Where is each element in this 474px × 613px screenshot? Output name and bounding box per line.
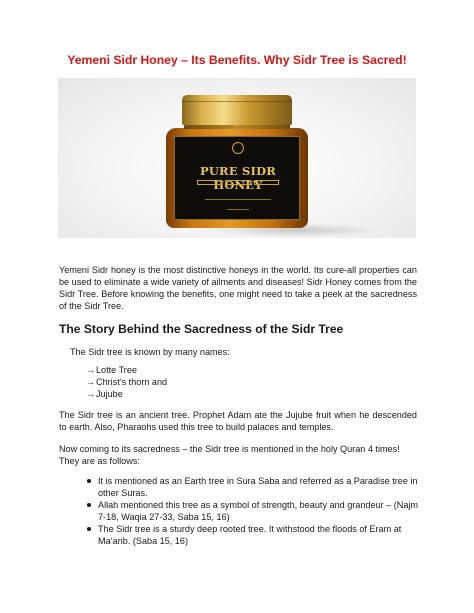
brand-emblem-icon bbox=[232, 142, 244, 154]
list-item: It is mentioned as an Earth tree in Sura Saba and referred as a Paradise tree in other Suras. bbox=[84, 475, 418, 499]
jar-product-name: PURE SIDR HONEY bbox=[199, 164, 277, 192]
tree-names-list bbox=[86, 364, 167, 401]
lid-ridge bbox=[182, 101, 292, 102]
quran-mentions-list bbox=[84, 475, 418, 547]
label-fine-print-2 bbox=[227, 209, 249, 210]
arrow-icon: → bbox=[86, 389, 96, 400]
list-item: The Sidr tree is a sturdy deep rooted tree. It withstood the floods of Eram at Ma’arib. (Saba 15, 16) bbox=[84, 523, 418, 547]
list-item: →Lotte Tree bbox=[86, 365, 137, 375]
label-badges bbox=[197, 180, 279, 185]
label-fine-print bbox=[205, 199, 271, 200]
intro-paragraph: Yemeni Sidr honey is the most distinctive honeys in the world. Its cure-all properties can be used to eliminate a wide variety of ailments and diseases! Sidr Honey comes from the Sidr Tree. Before knowing the benefits, one might need to take a peek at the sacredness of the Sidr Tree. bbox=[59, 265, 417, 311]
document-title: Yemeni Sidr Honey – Its Benefits. Why Sidr Tree is Sacred! bbox=[67, 53, 407, 67]
honey-jar-photo bbox=[58, 78, 416, 238]
names-intro: The Sidr tree is known by many names: bbox=[70, 347, 230, 357]
list-item: →Jujube bbox=[86, 389, 123, 400]
jar-label bbox=[174, 136, 300, 220]
list-item: Allah mentioned this tree as a symbol of strength, beauty and grandeur – (Najm 7-18, Waqia 27-33, Saba 15, 16) bbox=[84, 499, 418, 523]
sacredness-paragraph: Now coming to its sacredness – the Sidr tree is mentioned in the holy Quran 4 times! They are as follows: bbox=[59, 444, 400, 466]
arrow-icon: → bbox=[86, 377, 96, 388]
arrow-icon: → bbox=[86, 365, 96, 375]
section-heading: The Story Behind the Sacredness of the Sidr Tree bbox=[59, 322, 344, 336]
ancient-tree-paragraph: The Sidr tree is an ancient tree. Prophet Adam ate the Jujube fruit when he descended to earth. Also, Pharaohs used this tree to build palaces and temples. bbox=[59, 410, 417, 432]
list-item: →Christ’s thorn and bbox=[86, 377, 168, 388]
jar-lid bbox=[182, 95, 292, 125]
